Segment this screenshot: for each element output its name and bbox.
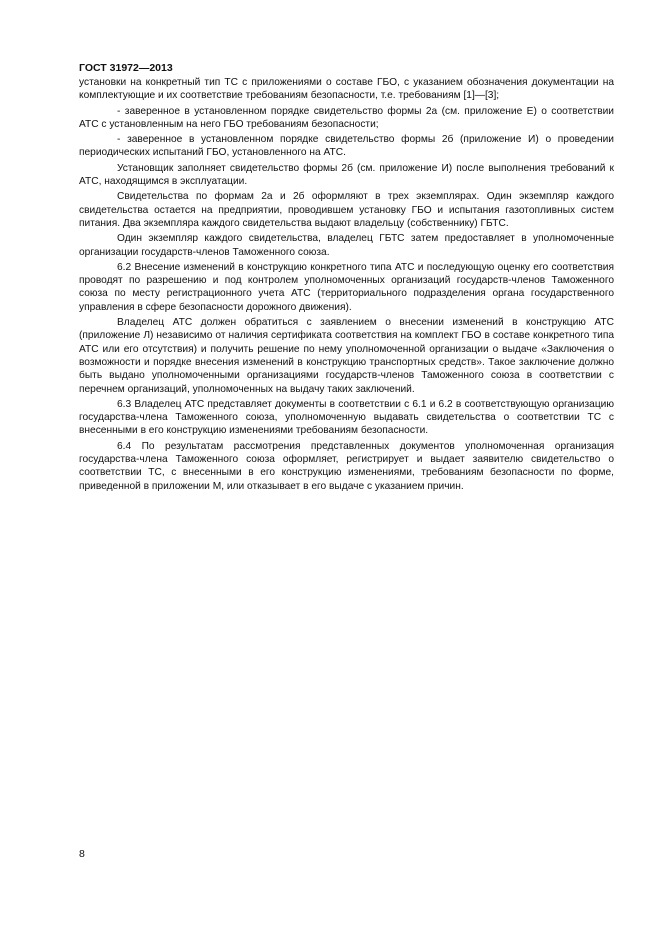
document-body xyxy=(79,76,614,493)
paragraph: - заверенное в установленном порядке свидетельство формы 2а (см. приложение Е) о соответствии АТС с установленным на него ГБО требованиям безопасности; xyxy=(79,105,614,130)
paragraph: Свидетельства по формам 2а и 2б оформляют в трех экземплярах. Один экземпляр каждого свидетельства остается на предприятии, проводившем установку ГБО и испытания газотопливных систем питания. Два экземпляра каждого свидетельства выдают владельцу (собственнику) ГБТС. xyxy=(79,191,614,229)
paragraph: Один экземпляр каждого свидетельства, владелец ГБТС затем предоставляет в уполномоченные организации государств-членов Таможенного союза. xyxy=(79,233,614,258)
document-page xyxy=(79,62,614,495)
paragraph-section-6-3: 6.3 Владелец АТС представляет документы в соответствии с 6.1 и 6.2 в соответствующую организацию государства-члена Таможенного союза, уполномоченную выдавать свидетельства о соответствии ТС с внесенными в его конструкцию изменениями требованиям безопасности. xyxy=(79,398,614,437)
paragraph: Владелец АТС должен обратиться с заявлением о внесении изменений в конструкцию АТС (приложение Л) независимо от наличия сертификата соответствия на комплект ГБО в составе конкретного типа АТС или его отсутствия) и получить решение по нему уполномоченной организации о выдаче «Заключения о возможности и порядке внесения изменений в конструкцию транспортных средств». Такое заключение должно быть выдано уполномоченными организациями государств-членов Таможенного союза в соответствии с перечнем организаций, уполномоченных на выдачу таких заключений. xyxy=(79,317,614,395)
paragraph-section-6-4: 6.4 По результатам рассмотрения представленных документов уполномоченная организация государства-члена Таможенного союза оформляет, регистрирует и выдает заявителю свидетельство о соответствии ТС, с внесенными в его конструкцию изменениями, требованиям безопасности по форме, приведенной в приложении М, или отказывает в его выдаче с указанием причин. xyxy=(79,440,614,492)
paragraph: - заверенное в установленном порядке свидетельство формы 2б (приложение И) о проведении периодических испытаний ГБО, установленного на АТС. xyxy=(79,134,614,159)
paragraph-section-6-2: 6.2 Внесение изменений в конструкцию конкретного типа АТС и последующую оценку его соответствия проводят по разрешению и под контролем уполномоченных организаций государств-членов Таможенного союза по месту регистрационного учета АТС (территориального подразделения органа государственного управления в сфере безопасности дорожного движения). xyxy=(79,261,614,313)
paragraph: Установщик заполняет свидетельство формы 2б (см. приложение И) после выполнения требований к АТС, находящимся в эксплуатации. xyxy=(79,162,614,188)
standard-code-header: ГОСТ 31972—2013 xyxy=(79,62,173,74)
paragraph: установки на конкретный тип ТС с приложениями о составе ГБО, с указанием обозначения документации на комплектующие и их соответствие требованиям безопасности, т.е. требованиям [1]—[3]; xyxy=(79,77,614,102)
page-number: 8 xyxy=(79,848,85,860)
